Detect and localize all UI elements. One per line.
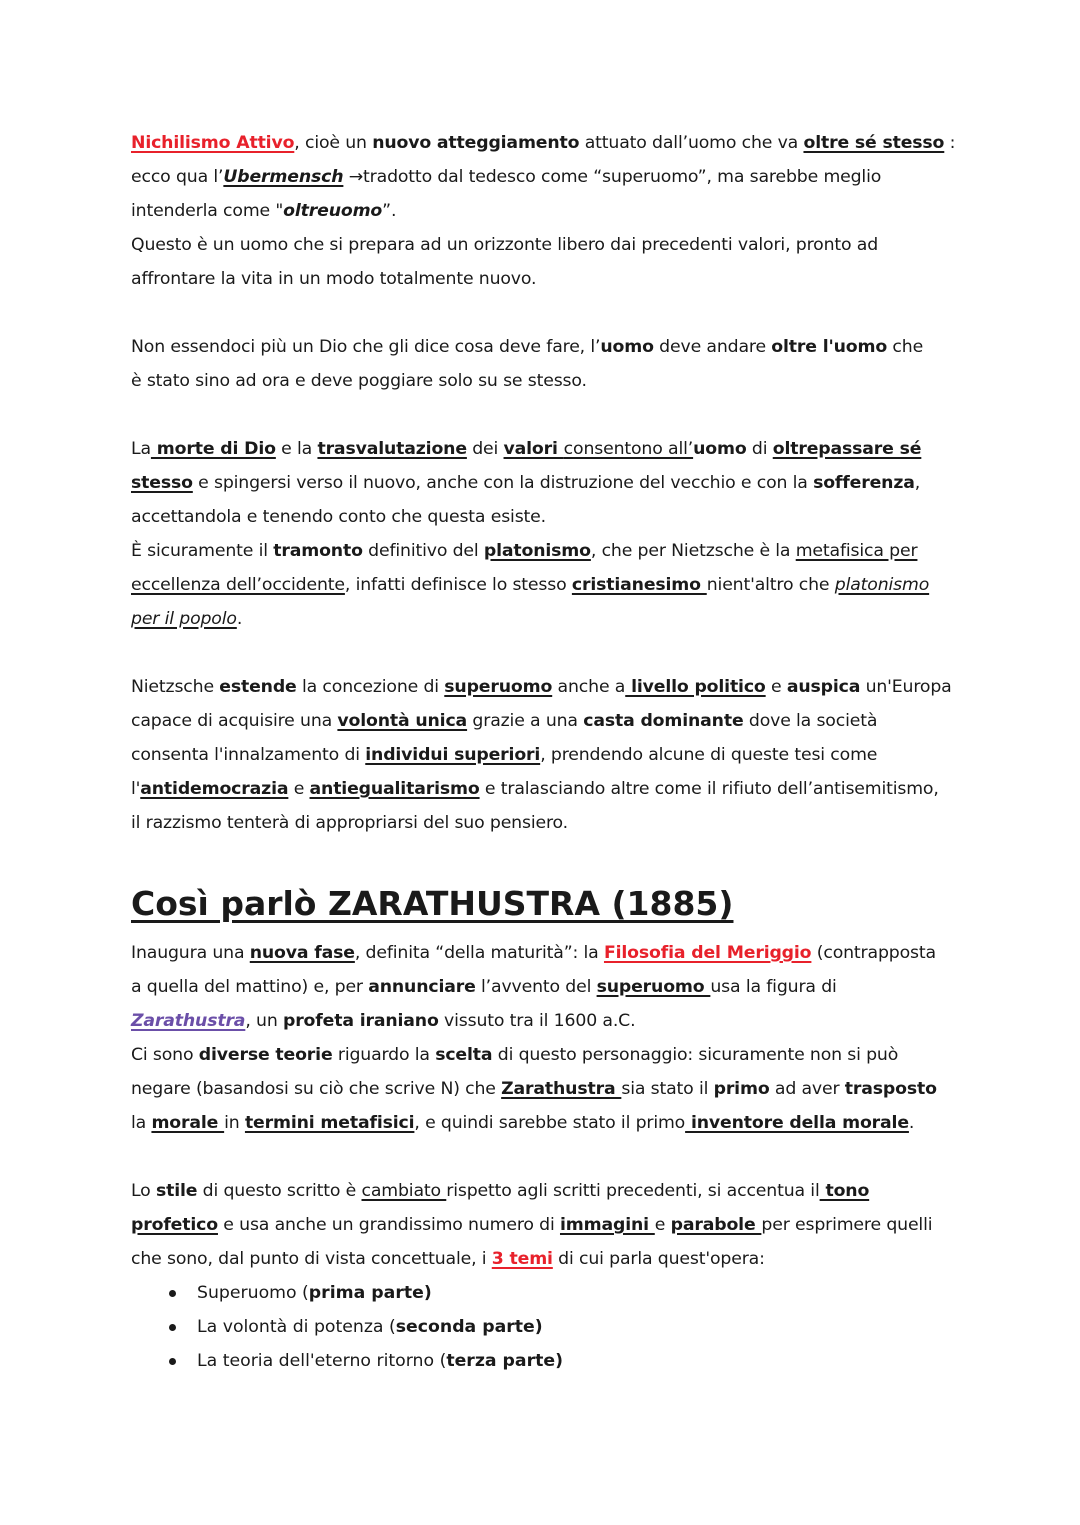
- paragraph-orizzonte: Questo è un uomo che si prepara ad un orizzonte libero dai precedenti valori, pronto ad affrontare la vita in un modo totalmente nuovo.: [131, 235, 879, 289]
- themes-list: [131, 1276, 961, 1378]
- paragraph-dio: Non essendoci più un Dio che gli dice cosa deve fare, l’uomo deve andare oltre l'uomo che è stato sino ad ora e deve poggiare solo su se stesso.: [131, 337, 924, 391]
- term-ubermensch: Ubermensch: [223, 167, 344, 187]
- list-item: La teoria dell'eterno ritorno (terza parte): [131, 1344, 961, 1378]
- paragraph-teorie: Ci sono diverse teorie riguardo la scelta di questo personaggio: sicuramente non si può negare (basandosi su ciò che scrive N) che Zarathustra sia stato il primo ad aver trasposto la morale in termini metafisici, e quindi sarebbe stato il primo inventore della morale.: [131, 1045, 937, 1133]
- paragraph-politica: Nietzsche estende la concezione di superuomo anche a livello politico e auspica un'Europa capace di acquisire una volontà unica grazie a una casta dominante dove la società consenta l'innalzamento di individui superiori, prendendo alcune di queste tesi come l'antidemocrazia e antiegualitarismo e tralasciando altre come il rifiuto dell’antisemitismo, il razzismo tenterà di appropriarsi del suo pensiero.: [131, 677, 952, 833]
- list-item: Superuomo (prima parte): [131, 1276, 961, 1310]
- section-heading: Così parlò ZARATHUSTRA (1885): [131, 884, 734, 923]
- term-filosofia-del-meriggio: Filosofia del Meriggio: [603, 943, 812, 963]
- term-nichilismo-attivo: Nichilismo Attivo: [131, 133, 295, 153]
- paragraph-platonismo: È sicuramente il tramonto definitivo del platonismo, che per Nietzsche è la metafisica per eccellenza dell’occidente, infatti definisce lo stesso cristianesimo nient'altro che platonismo per il popolo.: [131, 541, 930, 629]
- term-zarathustra: Zarathustra: [131, 1011, 246, 1031]
- paragraph-morte-di-dio: La morte di Dio e la trasvalutazione dei valori consentono all’uomo di oltrepassare sé stesso e spingersi verso il nuovo, anche con la distruzione del vecchio e con la sofferenza, accettandola e tenendo conto che questa esiste.: [131, 439, 922, 527]
- document-body: [131, 126, 961, 1378]
- list-item: La volontà di potenza (seconda parte): [131, 1310, 961, 1344]
- paragraph-stile: Lo stile di questo scritto è cambiato rispetto agli scritti precedenti, si accentua il tono profetico e usa anche un grandissimo numero di immagini e parabole per esprimere quelli che sono, dal punto di vista concettuale, i 3 temi di cui parla quest'opera:: [131, 1181, 933, 1269]
- paragraph-nuova-fase: Inaugura una nuova fase, definita “della maturità”: la Filosofia del Meriggio (contrapposta a quella del mattino) e, per annunciare l’avvento del superuomo usa la figura di Zarathustra, un profeta iraniano vissuto tra il 1600 a.C.: [131, 943, 936, 1031]
- paragraph-nichilismo: Nichilismo Attivo, cioè un nuovo atteggiamento attuato dall’uomo che va oltre sé stesso : ecco qua l’Ubermensch →tradotto dal tedesco come “superuomo”, ma sarebbe meglio intenderla come "oltreuomo”.: [131, 133, 956, 221]
- term-3-temi: 3 temi: [491, 1249, 553, 1269]
